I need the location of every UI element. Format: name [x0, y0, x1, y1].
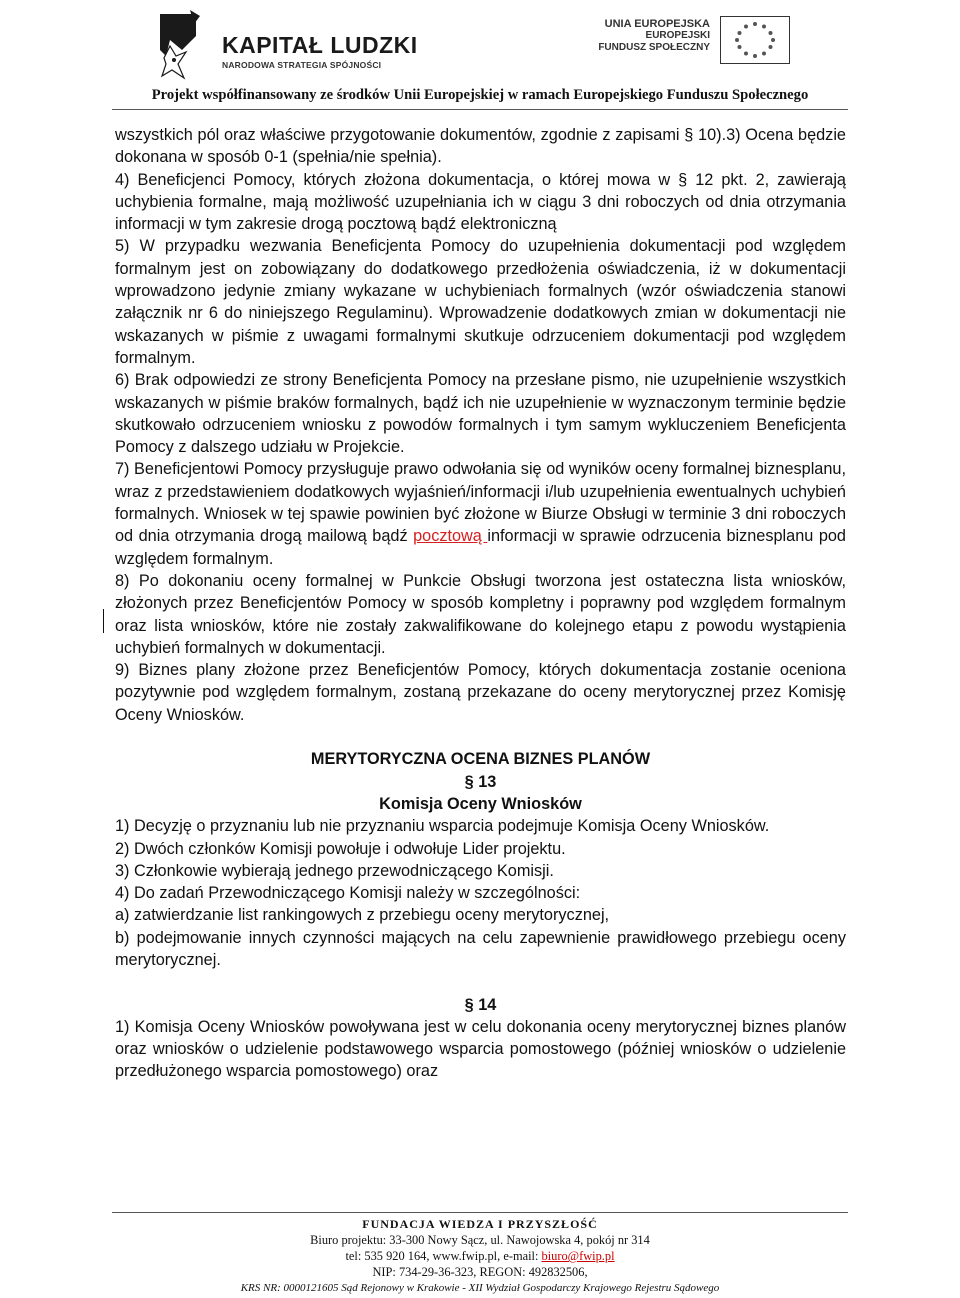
page-footer	[0, 1216, 960, 1296]
section-title: MERYTORYCZNA OCENA BIZNES PLANÓW	[310, 750, 651, 769]
paragraph: 4) Do zadań Przewodniczącego Komisji należy w szczególności:	[115, 884, 581, 903]
paragraph: 8) Po dokonaniu oceny formalnej w Punkcie Obsługi tworzona jest ostateczna lista wniosków, złożonych przez Beneficjentów Pomocy w sposób kompletny i poprawny pod względem formalnym oraz lista wniosków, które nie zostały zakwalifikowane do kolejnego etapu z powodu wystąpienia uchybień formalnych w dokumentacji.	[115, 571, 846, 657]
footer-title: FUNDACJA WIEDZA I PRZYSZŁOŚĆ	[362, 1217, 598, 1231]
paragraph: 1) Decyzję o przyznaniu lub nie przyznaniu wsparcia podejmuje Komisja Oceny Wniosków.	[115, 817, 770, 836]
page-header	[0, 0, 960, 110]
kapital-ludzki-star-icon	[160, 10, 216, 80]
paragraph-number: § 14	[464, 995, 497, 1014]
kapital-ludzki-subtitle: NARODOWA STRATEGIA SPÓJNOŚCI	[222, 60, 382, 70]
paragraph: b) podejmowanie innych czynności mających na celu zapewnienie prawidłowego przebiegu oceny merytorycznej.	[115, 928, 846, 969]
project-cofinancing-note: Projekt współfinansowany ze środków Unii Europejskiej w ramach Europejskiego Funduszu Społecznego	[151, 87, 809, 103]
paragraph: 9) Biznes plany złożone przez Beneficjentów Pomocy, których dokumentacja zostanie oceniona pozytywnie pod względem formalnym, zostaną przekazane do oceny merytorycznej przez Komisję Oceny Wniosków.	[115, 661, 846, 724]
paragraph: a) zatwierdzanie list rankingowych z przebiegu oceny merytorycznej,	[115, 906, 610, 925]
paragraph: 2) Dwóch członków Komisji powołuje i odwołuje Lider projektu.	[115, 839, 566, 858]
footer-contact	[0, 1248, 960, 1264]
footer-address: Biuro projektu: 33-300 Nowy Sącz, ul. Nawojowska 4, pokój nr 314	[310, 1233, 650, 1247]
paragraph-text: informacji w sprawie odrzucenia biznesplanu pod względem formalnym.	[115, 527, 846, 568]
paragraph	[115, 458, 846, 569]
paragraph: 5) W przypadku wezwania Beneficjenta Pomocy do uzupełnienia dokumentacji pod względem formalnym jest on zobowiązany do dodatkowego przedłożenia oświadczenia, iż w dokumentacji wprowadzono jedynie zmiany wykazane w uchybieniach formalnych (wzór oświadczenia stanowi załącznik nr 6 do niniejszego Regulaminu). Wprowadzenie dodatkowych zmian w dokumentacji nie wskazanych w piśmie z uwagami formalnymi skutkuje odrzuceniem dokumentacji pod względem formalnym.	[115, 237, 846, 367]
paragraph-number: § 13	[464, 772, 497, 791]
kapital-ludzki-logo	[160, 10, 418, 80]
kapital-ludzki-name: KAPITAŁ LUDZKI	[222, 32, 418, 58]
paragraph-heading: Komisja Oceny Wniosków	[379, 794, 582, 813]
paragraph: wszystkich pól oraz właściwe przygotowanie dokumentów, zgodnie z zapisami § 10).3) Ocena będzie dokonana w sposób 0-1 (spełnia/nie spełnia).	[115, 126, 846, 167]
footer-contact-text: tel: 535 920 164, www.fwip.pl, e-mail:	[345, 1249, 542, 1263]
paragraph: 3) Członkowie wybierają jednego przewodniczącego Komisji.	[115, 861, 554, 880]
tracked-change-text: pocztową	[413, 527, 488, 546]
footer-email-link[interactable]: biuro@fwip.pl	[541, 1249, 615, 1263]
paragraph: 4) Beneficjenci Pomocy, których złożona dokumentacja, o której mowa w § 12 pkt. 2, zawierają uchybienia formalne, mają możliwość uzupełniania ich w ciągu 3 dni roboczych od dnia otrzymania informacji w tym zakresie drogą pocztową bądź elektroniczną	[115, 170, 846, 234]
ue-logo	[600, 16, 790, 76]
footer-krs: KRS NR: 0000121605 Sąd Rejonowy w Krakowie - XII Wydział Gospodarczy Krajowego Rejestru Sądowego	[240, 1282, 720, 1294]
document-body	[115, 124, 846, 1083]
footer-divider	[112, 1212, 848, 1213]
ue-text	[598, 18, 710, 54]
ue-line-1: UNIA EUROPEJSKA	[604, 18, 710, 30]
paragraph: 6) Brak odpowiedzi ze strony Beneficjenta Pomocy na przesłane pismo, nie uzupełnienie wszystkich wskazanych w piśmie braków formalnych, bądź ich nie uzupełnienie w wyznaczonym terminie będzie skutkowało odrzuceniem wniosku z powodów formalnych i tym samym wykluczeniem Beneficjenta Pomocy z dalszego udziału w Projekcie.	[115, 371, 846, 457]
revision-bar	[103, 609, 104, 633]
ue-line-2: EUROPEJSKI	[645, 30, 710, 41]
footer-nip-regon: NIP: 734-29-36-323, REGON: 492832506,	[372, 1265, 588, 1279]
paragraph: 1) Komisja Oceny Wniosków powoływana jest w celu dokonania oceny merytorycznej biznes planów oraz wniosków o udzielenie podstawowego wsparcia pomostowego (później wniosków o udzielenie przedłużonego wsparcia pomostowego) oraz	[115, 1017, 846, 1081]
eu-flag-icon	[720, 16, 790, 64]
header-divider	[112, 109, 848, 110]
paragraph-text: 7) Beneficjentowi Pomocy przysługuje prawo odwołania się od wyników oceny formalnej biznesplanu, wraz z przedstawieniem dodatkowych wyjaśnień/informacji i/lub uzupełnienia ewentualnych uchybień formalnych. Wniosek w tej spawie powinien być złożone w Biurze Obsługi w terminie 3 dni roboczych od dnia otrzymania drogą mailową bądź	[115, 460, 846, 546]
ue-line-3: FUNDUSZ SPOŁECZNY	[598, 42, 710, 53]
